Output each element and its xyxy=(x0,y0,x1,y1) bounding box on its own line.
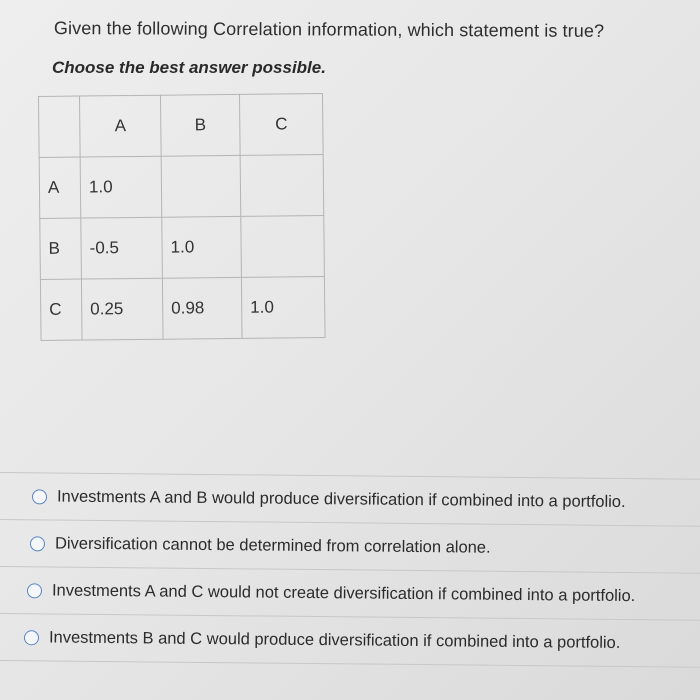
instruction-text: Choose the best answer possible. xyxy=(52,58,326,77)
table-corner-cell xyxy=(39,96,81,157)
radio-button-icon[interactable] xyxy=(24,630,39,645)
row-header-a: A xyxy=(39,157,81,218)
answer-option-3[interactable] xyxy=(0,566,700,620)
cell-b-c xyxy=(241,216,325,278)
answer-option-label[interactable]: Investments B and C would produce diversification if combined into a portfolio. xyxy=(48,627,621,652)
answer-option-label[interactable]: Diversification cannot be determined from correlation alone. xyxy=(54,534,491,557)
table-row-c xyxy=(40,277,325,341)
answer-option-4[interactable] xyxy=(0,613,700,668)
cell-b-b: 1.0 xyxy=(162,216,242,278)
cell-a-c xyxy=(240,155,324,217)
answer-option-2[interactable] xyxy=(0,519,700,573)
question-text: Given the following Correlation information, which statement is true? xyxy=(53,18,605,41)
cell-c-c: 1.0 xyxy=(241,277,325,339)
table-header-row xyxy=(39,94,324,158)
table-row-a xyxy=(39,155,324,219)
radio-button-icon[interactable] xyxy=(32,489,47,504)
cell-a-b xyxy=(161,155,241,217)
column-header-b: B xyxy=(160,94,240,156)
cell-c-a: 0.25 xyxy=(81,278,163,340)
radio-button-icon[interactable] xyxy=(27,583,42,598)
cell-a-a: 1.0 xyxy=(80,156,162,218)
column-header-c: C xyxy=(239,94,323,156)
answer-option-label[interactable]: Investments A and C would not create diversification if combined into a portfolio. xyxy=(51,580,636,605)
correlation-table xyxy=(38,93,326,341)
row-header-c: C xyxy=(40,279,82,340)
row-header-b: B xyxy=(40,218,82,279)
radio-button-icon[interactable] xyxy=(30,536,45,551)
answer-option-label[interactable]: Investments A and B would produce diversification if combined into a portfolio. xyxy=(56,487,626,511)
answer-option-1[interactable] xyxy=(0,472,700,526)
column-header-a: A xyxy=(80,95,162,157)
cell-b-a: -0.5 xyxy=(81,217,163,279)
answer-options xyxy=(0,472,700,661)
table-row-b xyxy=(40,216,325,280)
cell-c-b: 0.98 xyxy=(162,277,242,339)
